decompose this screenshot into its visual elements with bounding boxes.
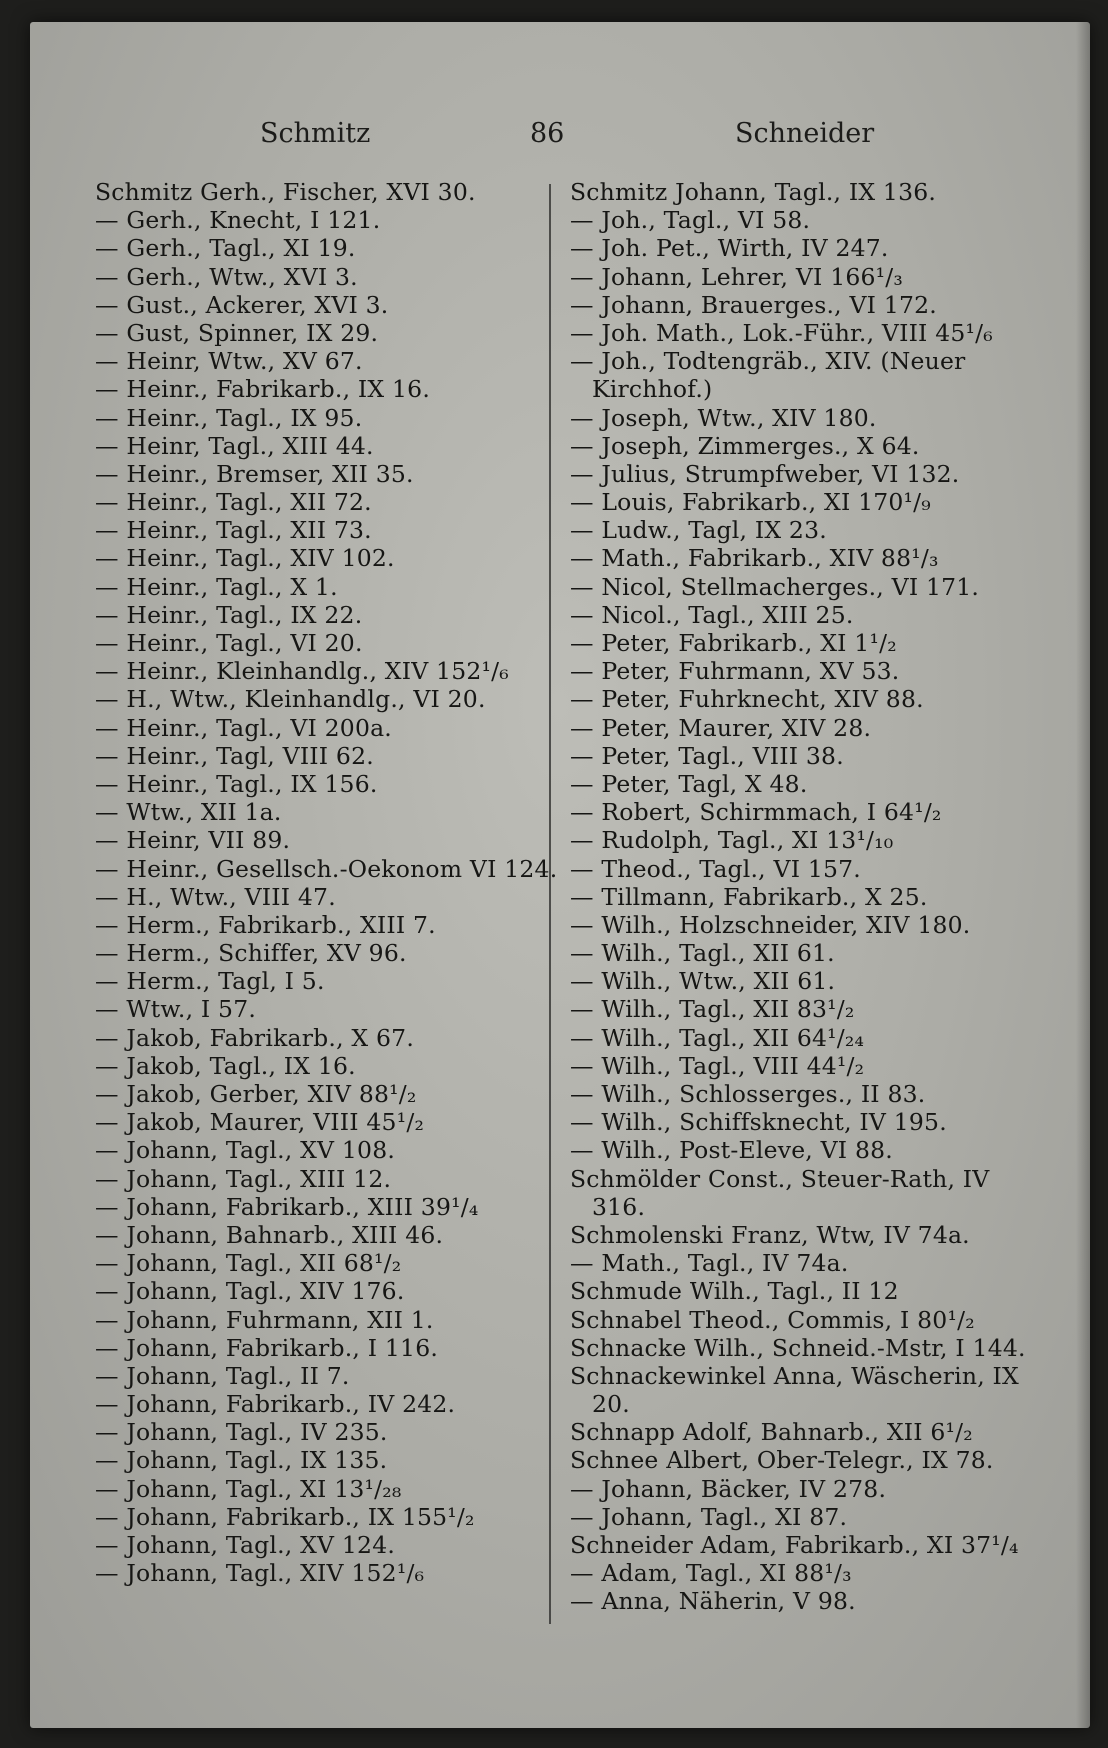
directory-entry: — Nicol, Stellmacherges., VI 171. xyxy=(570,572,980,601)
directory-entry: — Gerh., Knecht, I 121. xyxy=(95,206,381,235)
directory-entry: Schnabel Theod., Commis, I 80¹/₂ xyxy=(570,1305,975,1334)
directory-entry: Schmitz Gerh., Fischer, XVI 30. xyxy=(95,178,476,206)
directory-entry: — Johann, Bäcker, IV 278. xyxy=(570,1474,887,1503)
directory-page xyxy=(30,22,1090,1728)
directory-entry: — Gerh., Wtw., XVI 3. xyxy=(95,262,358,291)
directory-entry: — Heinr., Tagl., VI 20. xyxy=(95,629,363,657)
directory-entry: — Johann, Bahnarb., XIII 46. xyxy=(95,1220,444,1249)
directory-entry: — Nicol., Tagl., XIII 25. xyxy=(570,600,854,629)
directory-entry: — Wilh., Tagl., XII 64¹/₂₄ xyxy=(570,1023,865,1052)
directory-entry: — Rudolph, Tagl., XI 13¹/₁₀ xyxy=(570,826,894,855)
directory-entry: — Johann, Tagl., XIII 12. xyxy=(95,1164,392,1193)
directory-entry: — Heinr, Wtw., XV 67. xyxy=(95,347,363,376)
directory-entry: — Heinr., Tagl., VI 200a. xyxy=(95,713,392,742)
directory-entry: — Peter, Tagl., VIII 38. xyxy=(570,741,844,770)
directory-entry: Schnacke Wilh., Schneid.-Mstr, I 144. xyxy=(570,1333,1026,1362)
directory-entry: — H., Wtw., VIII 47. xyxy=(95,882,336,911)
directory-entry: Kirchhof.) xyxy=(592,375,713,404)
directory-entry: — Johann, Tagl., XV 124. xyxy=(95,1531,396,1559)
directory-entry: — Wtw., XII 1a. xyxy=(95,798,282,827)
directory-entry: Schmude Wilh., Tagl., II 12 xyxy=(570,1277,899,1306)
directory-entry: — Peter, Fabrikarb., XI 1¹/₂ xyxy=(570,629,897,657)
directory-entry: Schneider Adam, Fabrikarb., XI 37¹/₄ xyxy=(570,1531,1019,1559)
directory-entry: — Heinr., Tagl., IX 22. xyxy=(95,600,363,629)
directory-entry: — Joh. Math., Lok.-Führ., VIII 45¹/₆ xyxy=(570,318,993,347)
directory-entry: 20. xyxy=(592,1390,630,1419)
directory-entry: — Johann, Tagl., XI 87. xyxy=(570,1502,848,1531)
directory-entry: — Johann, Tagl., II 7. xyxy=(95,1361,350,1390)
page-edge-shadow xyxy=(1076,22,1090,1728)
directory-entry: — Johann, Tagl., XV 108. xyxy=(95,1136,396,1165)
directory-entry: — Heinr., Tagl., XII 72. xyxy=(95,488,372,517)
directory-entry: — Heinr., Bremser, XII 35. xyxy=(95,459,414,488)
directory-entry: — Heinr., Tagl., IX 95. xyxy=(95,403,363,432)
directory-entry: — Johann, Tagl., IX 135. xyxy=(95,1446,388,1475)
directory-entry: — Peter, Fuhrmann, XV 53. xyxy=(570,657,900,686)
header-right-keyword: Schneider xyxy=(735,118,875,149)
directory-entry: — Heinr., Tagl, VIII 62. xyxy=(95,741,374,770)
header-left-keyword: Schmitz xyxy=(260,118,371,149)
directory-entry: — Wilh., Holzschneider, XIV 180. xyxy=(570,910,971,939)
directory-entry: — Wilh., Wtw., XII 61. xyxy=(570,967,836,996)
directory-entry: — Joseph, Wtw., XIV 180. xyxy=(570,403,877,432)
directory-entry: — Peter, Fuhrknecht, XIV 88. xyxy=(570,685,924,714)
directory-entry: — Theod., Tagl., VI 157. xyxy=(570,854,861,883)
directory-entry: — Adam, Tagl., XI 88¹/₃ xyxy=(570,1559,852,1588)
directory-entry: Schmölder Const., Steuer-Rath, IV xyxy=(570,1164,990,1193)
directory-entry: — Heinr, Tagl., XIII 44. xyxy=(95,431,374,460)
directory-entry: — Heinr., Tagl., IX 156. xyxy=(95,769,378,798)
directory-entry: 316. xyxy=(592,1192,646,1221)
directory-entry: — Joh., Tagl., VI 58. xyxy=(570,206,811,235)
directory-entry: — Johann, Fabrikarb., I 116. xyxy=(95,1333,439,1362)
directory-entry: — Johann, Tagl., XI 13¹/₂₈ xyxy=(95,1474,402,1503)
right-column xyxy=(570,178,1070,1616)
directory-entry: Schnapp Adolf, Bahnarb., XII 6¹/₂ xyxy=(570,1418,973,1447)
directory-entry: — Johann, Tagl., XII 68¹/₂ xyxy=(95,1249,402,1278)
directory-entry: — Wilh., Schlosserges., II 83. xyxy=(570,1080,926,1108)
directory-entry: — Johann, Tagl., XIV 152¹/₆ xyxy=(95,1559,425,1588)
directory-entry: Schnee Albert, Ober-Telegr., IX 78. xyxy=(570,1446,994,1475)
directory-entry: — Jakob, Maurer, VIII 45¹/₂ xyxy=(95,1108,425,1137)
directory-entry: Schnackewinkel Anna, Wäscherin, IX xyxy=(570,1361,1019,1390)
left-column xyxy=(95,178,565,1587)
directory-entry: — Julius, Strumpfweber, VI 132. xyxy=(570,459,960,488)
directory-entry: — Wilh., Tagl., XII 83¹/₂ xyxy=(570,995,855,1024)
directory-entry: — Jakob, Tagl., IX 16. xyxy=(95,1051,356,1080)
directory-entry: — Heinr., Tagl., XIV 102. xyxy=(95,544,395,573)
directory-entry: — Johann, Brauerges., VI 172. xyxy=(570,290,937,319)
directory-entry: Schmolenski Franz, Wtw, IV 74a. xyxy=(570,1220,970,1249)
directory-entry: — Johann, Fabrikarb., IX 155¹/₂ xyxy=(95,1502,475,1531)
directory-entry: — Heinr., Fabrikarb., IX 16. xyxy=(95,375,430,404)
directory-entry: — Wilh., Post-Eleve, VI 88. xyxy=(570,1136,893,1165)
directory-entry: — Johann, Fabrikarb., IV 242. xyxy=(95,1390,456,1419)
directory-entry: — Peter, Maurer, XIV 28. xyxy=(570,713,872,742)
directory-entry: — Jakob, Gerber, XIV 88¹/₂ xyxy=(95,1080,417,1108)
page-number: 86 xyxy=(530,118,565,149)
directory-entry: — Wilh., Tagl., VIII 44¹/₂ xyxy=(570,1051,865,1080)
directory-entry: — Gerh., Tagl., XI 19. xyxy=(95,234,356,263)
directory-entry: — Herm., Fabrikarb., XIII 7. xyxy=(95,910,436,939)
directory-entry: — Heinr., Gesellsch.-Oekonom VI 124. xyxy=(95,854,558,883)
directory-entry: — Heinr., Tagl., XII 73. xyxy=(95,516,372,545)
directory-entry: — Robert, Schirmmach, I 64¹/₂ xyxy=(570,798,942,827)
directory-entry: Schmitz Johann, Tagl., IX 136. xyxy=(570,178,937,206)
directory-entry: — Wilh., Schiffsknecht, IV 195. xyxy=(570,1108,947,1137)
directory-entry: — Johann, Fuhrmann, XII 1. xyxy=(95,1305,434,1334)
directory-entry: — Herm., Schiffer, XV 96. xyxy=(95,939,407,968)
directory-entry: — Heinr, VII 89. xyxy=(95,826,291,855)
directory-entry: — Math., Fabrikarb., XIV 88¹/₃ xyxy=(570,544,939,573)
directory-entry: — Wtw., I 57. xyxy=(95,995,257,1024)
directory-entry: — Tillmann, Fabrikarb., X 25. xyxy=(570,882,928,911)
directory-entry: — Johann, Tagl., XIV 176. xyxy=(95,1277,405,1306)
directory-entry: — Anna, Näherin, V 98. xyxy=(570,1587,856,1616)
directory-entry: — Johann, Lehrer, VI 166¹/₃ xyxy=(570,262,904,291)
directory-entry: — Gust., Ackerer, XVI 3. xyxy=(95,290,389,319)
directory-entry: — Johann, Tagl., IV 235. xyxy=(95,1418,388,1447)
directory-entry: — Joseph, Zimmerges., X 64. xyxy=(570,431,920,460)
directory-entry: — Gust, Spinner, IX 29. xyxy=(95,318,379,347)
directory-entry: — Heinr., Tagl., X 1. xyxy=(95,572,338,601)
directory-entry: — H., Wtw., Kleinhandlg., VI 20. xyxy=(95,685,486,714)
directory-entry: — Heinr., Kleinhandlg., XIV 152¹/₆ xyxy=(95,657,509,686)
directory-entry: — Joh. Pet., Wirth, IV 247. xyxy=(570,234,889,263)
directory-entry: — Wilh., Tagl., XII 61. xyxy=(570,939,835,968)
directory-entry: — Peter, Tagl, X 48. xyxy=(570,769,808,798)
directory-entry: — Johann, Fabrikarb., XIII 39¹/₄ xyxy=(95,1192,479,1221)
directory-entry: — Louis, Fabrikarb., XI 170¹/₉ xyxy=(570,488,931,517)
page-header xyxy=(30,90,1090,149)
directory-entry: — Math., Tagl., IV 74a. xyxy=(570,1249,849,1278)
directory-entry: — Herm., Tagl, I 5. xyxy=(95,967,325,996)
directory-entry: — Jakob, Fabrikarb., X 67. xyxy=(95,1023,414,1052)
directory-entry: — Joh., Todtengräb., XIV. (Neuer xyxy=(570,347,966,376)
directory-entry: — Ludw., Tagl, IX 23. xyxy=(570,516,827,545)
